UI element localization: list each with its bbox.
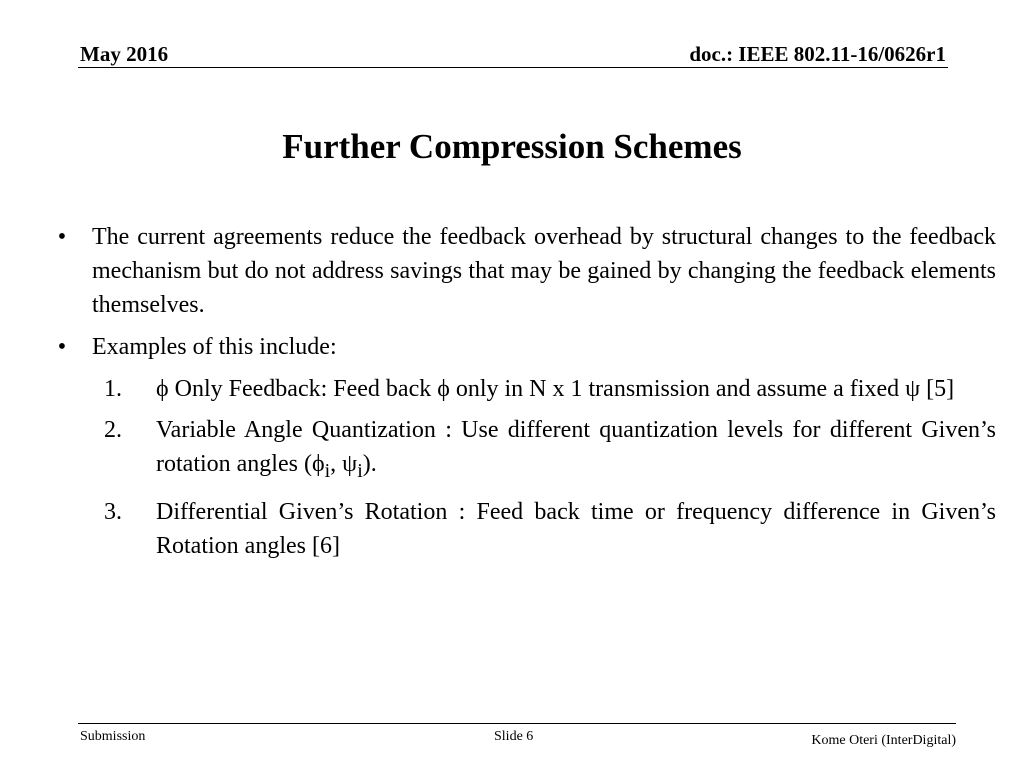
example-text: Differential Given’s Rotation : Feed back time or frequency difference in Given’s Rotation angles [6] [156, 498, 996, 559]
footer-submission: Submission [80, 729, 146, 744]
example-number: 1. [104, 376, 122, 402]
footer-divider [78, 723, 956, 724]
slide-title: Further Compression Schemes [282, 127, 742, 167]
example-item-2 [52, 413, 996, 488]
phi-symbol: ϕ [311, 451, 325, 477]
example-text-before: Variable Angle Quantization : Use different quantization levels for different Given’s rotation angles ( [156, 417, 996, 477]
example-number: 2. [104, 417, 122, 443]
example-item-1 [52, 372, 996, 406]
bullet-item-examples [52, 330, 996, 364]
phi-subscript: i [324, 459, 331, 482]
slide-body [52, 220, 996, 570]
example-text: ϕ Only Feedback: Feed back ϕ only in N x 1 transmission and assume a fixed ψ [5] [156, 376, 955, 402]
psi-symbol: ψ [342, 451, 358, 477]
symbol-separator: , [330, 451, 343, 477]
bullet-marker: • [57, 224, 67, 250]
bullet-text: Examples of this include: [92, 334, 337, 360]
footer-author: Kome Oteri (InterDigital) [811, 733, 956, 748]
example-text-after: ). [362, 451, 377, 477]
header-document-id: doc.: IEEE 802.11-16/0626r1 [689, 42, 946, 66]
example-number: 3. [104, 498, 122, 525]
bullet-text: The current agreements reduce the feedback overhead by structural changes to the feedback mechanism but do not address savings that may be gained by changing the feedback elements themselves. [92, 224, 996, 318]
example-item-3 [52, 495, 996, 563]
bullet-marker: • [57, 334, 67, 360]
bullet-item-agreements [52, 220, 996, 322]
slide-number: Slide 6 [494, 729, 534, 744]
psi-subscript: i [357, 459, 363, 482]
header-divider [78, 67, 948, 68]
header-date: May 2016 [80, 42, 169, 66]
examples-list [52, 372, 996, 563]
